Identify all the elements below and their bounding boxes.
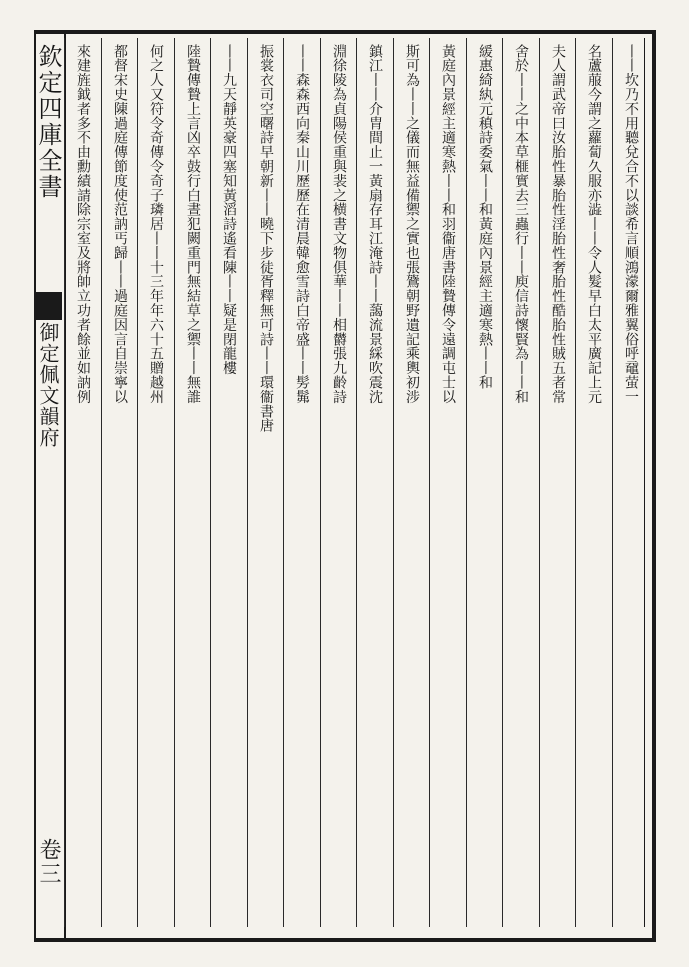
sub-title: 御定佩文韻府	[36, 322, 60, 448]
text-column: 黃庭內景經主適寒熱丨丨和羽衞唐書陸贄傳令遠調屯士以	[440, 44, 456, 404]
text-column: 何之人又符令奇傳令奇子璘居丨丨十三年年六十五贈越州	[148, 44, 164, 404]
page-number: 卷三	[36, 838, 61, 886]
text-column: 都督宋史陳過庭傳節度使范訥丐歸丨丨過庭因言自崇寧以	[112, 44, 128, 404]
text-column: 鎮江丨丨介胄間止一黃扇存耳江淹詩丨丨藹流景綵吹震沈	[367, 44, 383, 404]
text-column: 振裳衣司空曙詩早朝新丨丨曉下步徒胥釋無可詩丨丨環衞書唐	[258, 44, 274, 433]
text-column: 夫人謂武帝曰汝胎性暴胎性淫胎性奢胎性酷胎性賊五者常	[550, 44, 566, 404]
text-column: 丨丨坎乃不用聽兌合不以談希言順鴻濛爾雅翼俗呼黿萤一	[623, 44, 639, 404]
text-column: 名蘆菔今謂之蘿蔔久服亦澁丨丨令人髮早白太平廣記上元	[586, 44, 602, 404]
text-column: 淵徐陵為貞陽侯重與裴之横書文物俱華丨丨相欝張九齡詩	[331, 44, 347, 404]
text-column: 斯可為丨丨之儀而無益備禦之實也張鷟朝野遺記乘輿初涉	[404, 44, 420, 404]
text-column: 緩惠綺紈元稹詩委氣丨丨和黃庭內景經主適寒熱丨丨和	[477, 44, 493, 390]
text-column: 來建旌鉞者多不由勳績請除宗室及將帥立功者餘並如訥例	[75, 44, 91, 404]
fishtail-block	[34, 292, 62, 320]
book-title: 欽定四庫全書	[34, 44, 62, 200]
text-column: 丨丨九天靜英豪四塞知黃滔詩遙看陳丨丨疑是閉龍樓	[221, 44, 237, 376]
text-column: 丨丨森森西向秦山川歷歷在清晨韓愈雪詩白帝盛丨丨髣髴	[294, 44, 310, 404]
text-column: 陸贄傳贄上言凶卒鼓行白晝犯闕重門無結草之禦丨丨無誰	[185, 44, 201, 404]
text-column: 舍於丨丨之中本草榧實去三蟲行丨丨庾信詩懷賢為丨丨和	[513, 44, 529, 404]
